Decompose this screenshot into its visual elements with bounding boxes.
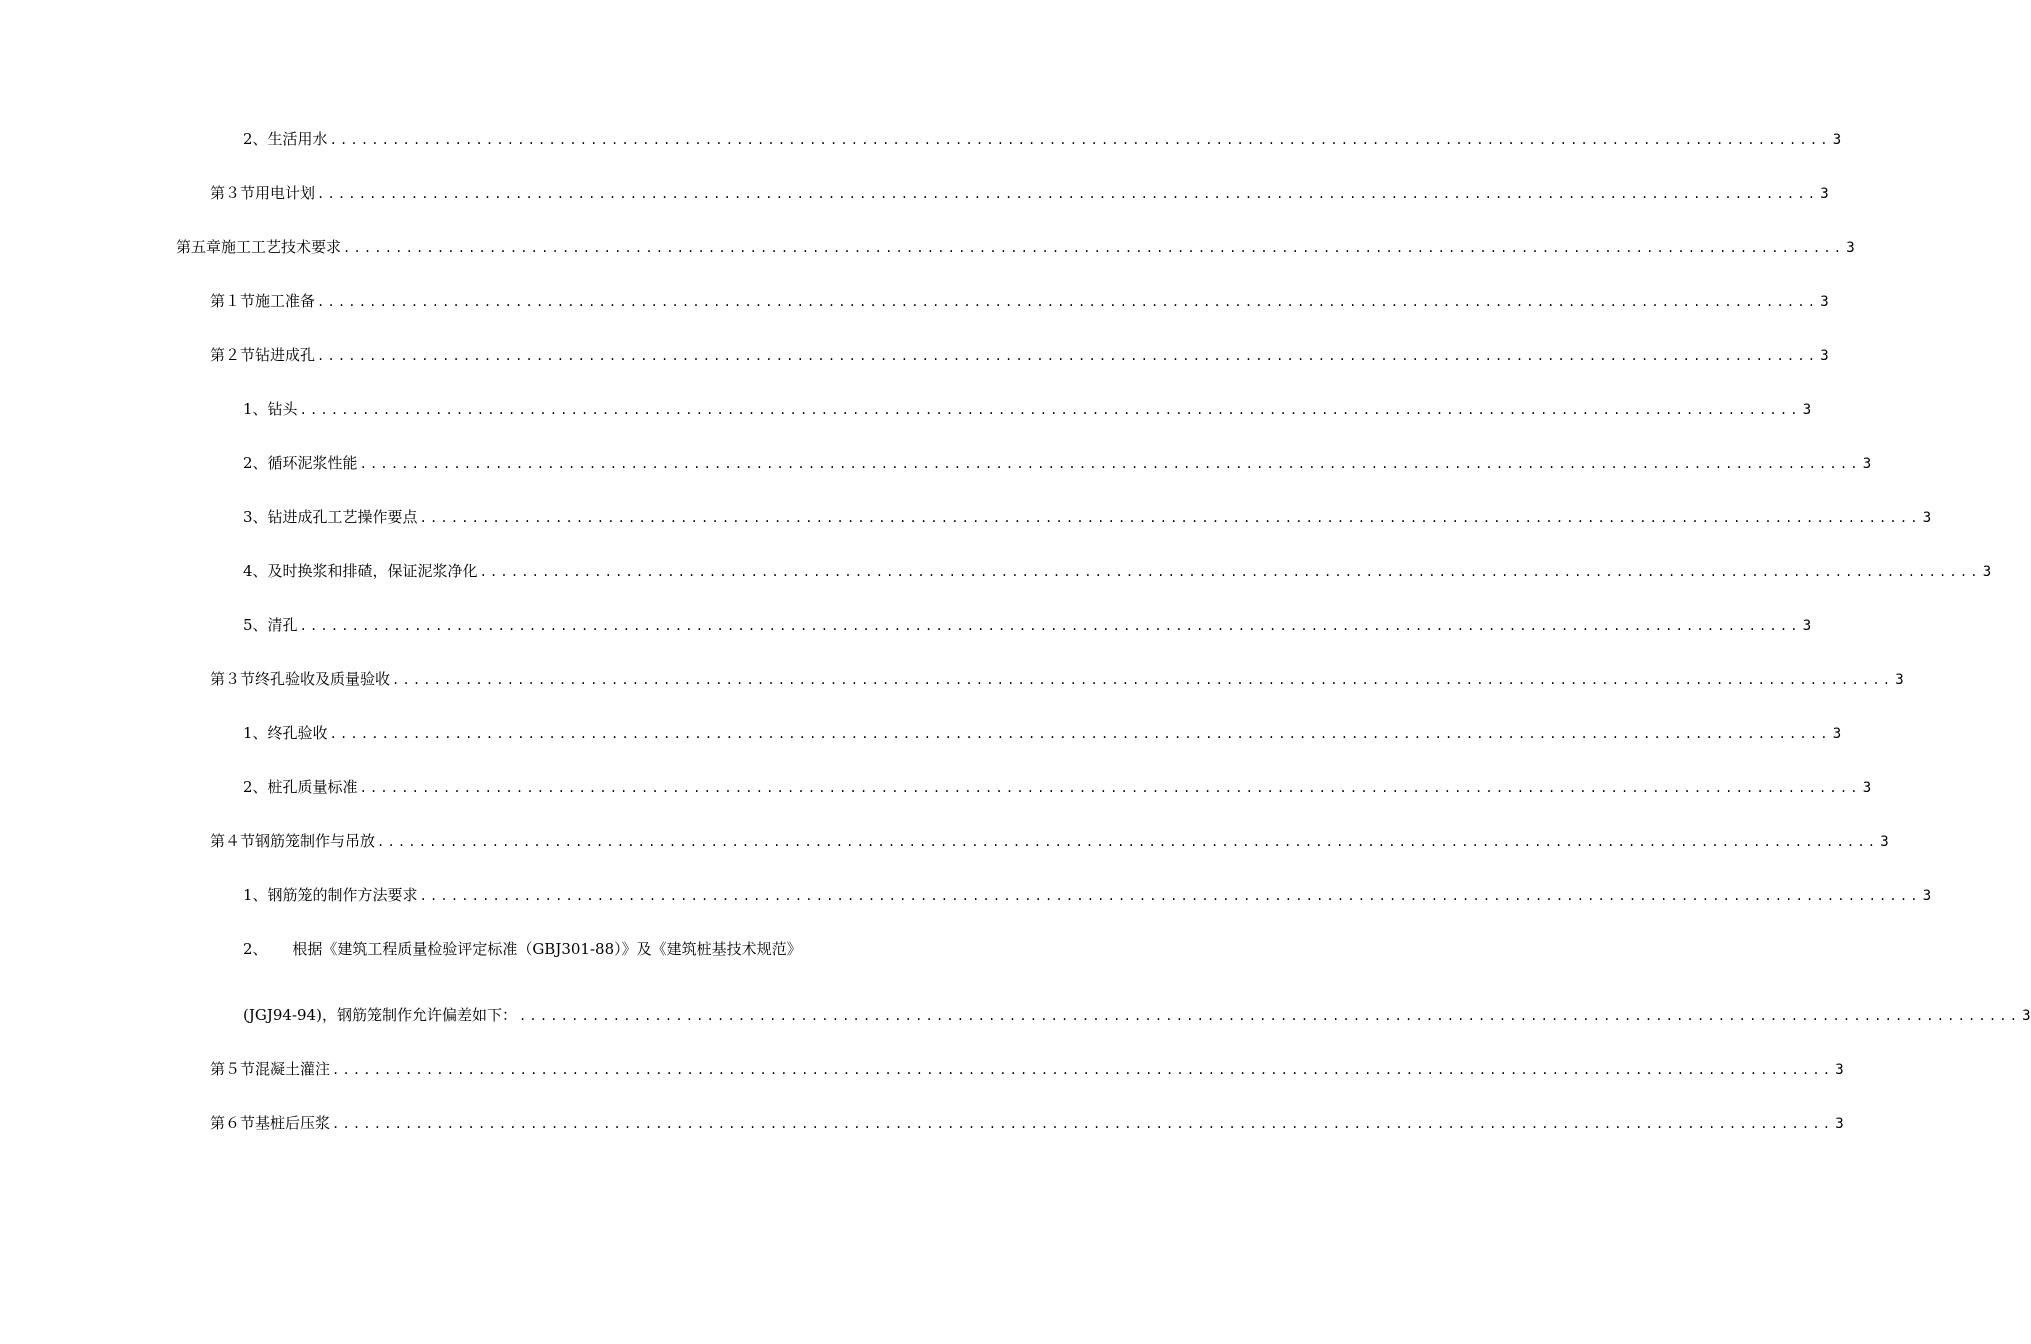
toc-page-number: 3 — [1835, 1062, 1844, 1078]
toc-page-number: 3 — [1982, 564, 1992, 580]
toc-entry[interactable] — [210, 343, 1829, 367]
toc-page-number: 3 — [1846, 240, 1855, 256]
toc-entry[interactable] — [243, 721, 1842, 745]
toc-entry-title: 混凝土灌注 — [255, 1060, 331, 1078]
toc-entry-number: 第３节 — [210, 184, 256, 202]
toc-page-number: 3 — [1832, 132, 1842, 148]
toc-page-number: 3 — [1880, 834, 1889, 850]
toc-entry-number: 5、 — [243, 616, 268, 634]
toc-entry-number: 第５节 — [210, 1060, 256, 1078]
toc-entry-title-line1: 根据《建筑工程质量检验评定标准（GBJ301-88）》及《建筑桩基技术规范》 — [292, 940, 802, 958]
toc-entry[interactable] — [243, 397, 1812, 421]
toc-page-number: 3 — [1862, 780, 1872, 796]
toc-entry-chapter[interactable] — [176, 235, 1855, 259]
toc-page-number: 3 — [1922, 888, 1932, 904]
toc-entry-number: 2、 — [243, 454, 268, 472]
toc-page-number: 3 — [1922, 510, 1932, 526]
toc-entry[interactable] — [243, 559, 1992, 583]
toc-entry[interactable] — [243, 505, 1932, 529]
toc-entry-title: 及时换浆和排碴，保证泥浆净化 — [267, 562, 478, 580]
toc-leader-dots: ................................................................................................................................................ — [299, 403, 1801, 417]
toc-entry-title-line2: (JGJ94-94)，钢筋笼制作允许偏差如下： — [243, 1006, 517, 1024]
toc-entry-title: 施工准备 — [255, 292, 316, 310]
toc-leader-dots: ................................................................................................................................................ — [343, 241, 1845, 255]
toc-leader-dots: ................................................................................................................................................ — [317, 349, 1819, 363]
toc-entry-title: 终孔验收及质量验收 — [255, 670, 391, 688]
toc-entry-continuation[interactable] — [243, 1003, 2031, 1027]
toc-entry-number: 第３节 — [210, 670, 256, 688]
toc-entry-number: 1、 — [243, 724, 268, 742]
toc-entry-title: 钢筋笼制作与吊放 — [255, 832, 376, 850]
toc-leader-dots: ................................................................................................................................................ — [359, 457, 1861, 471]
toc-leader-dots: ................................................................................................................................................ — [359, 781, 1861, 795]
toc-entry-number: 4、 — [243, 562, 268, 580]
toc-entry-number: 第４节 — [210, 832, 256, 850]
toc-page-number: 3 — [1820, 294, 1829, 310]
toc-entry[interactable] — [243, 127, 1842, 151]
toc-leader-dots: ................................................................................................................................................ — [332, 1063, 1834, 1077]
toc-entry-title: 施工工艺技术要求 — [221, 238, 342, 256]
toc-leader-dots: ................................................................................................................................................ — [377, 835, 1879, 849]
toc-page-number: 3 — [1862, 456, 1872, 472]
toc-entry-title: 钻进成孔工艺操作要点 — [267, 508, 418, 526]
toc-entry-title: 基桩后压浆 — [255, 1114, 331, 1132]
toc-leader-dots: ................................................................................................................................................ — [518, 1009, 2021, 1023]
toc-entry[interactable] — [243, 775, 1872, 799]
toc-entry-title: 清孔 — [267, 616, 298, 634]
toc-page-number: 3 — [1895, 672, 1904, 688]
toc-entry-title: 钢筋笼的制作方法要求 — [267, 886, 418, 904]
toc-entry-number: 1、 — [243, 400, 268, 418]
toc-entry-title: 桩孔质量标准 — [267, 778, 358, 796]
toc-leader-dots: ................................................................................................................................................ — [419, 511, 1921, 525]
toc-leader-dots: ................................................................................................................................................ — [299, 619, 1801, 633]
toc-entry[interactable] — [243, 613, 1812, 637]
toc-entry-number: 第１节 — [210, 292, 256, 310]
toc-entry[interactable] — [210, 829, 1889, 853]
toc-page-number: 3 — [1835, 1116, 1844, 1132]
toc-entry-title: 生活用水 — [267, 130, 328, 148]
toc-entry-wrapped[interactable] — [243, 937, 854, 961]
toc-entry-title: 循环泥浆性能 — [267, 454, 358, 472]
toc-page-number: 3 — [1832, 726, 1842, 742]
toc-leader-dots: ................................................................................................................................................ — [329, 727, 1831, 741]
toc-entry-number: 3、 — [243, 508, 268, 526]
toc-leader-dots: ................................................................................................................................................ — [317, 187, 1819, 201]
toc-entry[interactable] — [243, 883, 1932, 907]
toc-entry[interactable] — [210, 1111, 1844, 1135]
toc-entry-number: 第五章 — [176, 238, 222, 256]
toc-entry-number: 第６节 — [210, 1114, 256, 1132]
toc-entry-number: 第２节 — [210, 346, 256, 364]
toc-leader-dots: ................................................................................................................................................ — [329, 133, 1831, 147]
toc-entry-title: 终孔验收 — [267, 724, 328, 742]
toc-entry[interactable] — [243, 451, 1872, 475]
toc-entry-title: 钻头 — [267, 400, 298, 418]
toc-page-number: 3 — [1802, 402, 1812, 418]
toc-leader-dots: ................................................................................................................................................ — [332, 1117, 1834, 1131]
toc-page-number: 3 — [1802, 618, 1812, 634]
toc-entry-number: 2、 — [243, 940, 268, 958]
toc-leader-dots: ................................................................................................................................................ — [392, 673, 1894, 687]
toc-entry-title: 用电计划 — [255, 184, 316, 202]
toc-page-number: 3 — [1820, 186, 1829, 202]
toc-entry-number: 2、 — [243, 130, 268, 148]
toc-entry[interactable] — [210, 1057, 1844, 1081]
toc-entry[interactable] — [210, 667, 1904, 691]
toc-page-number: 3 — [1820, 348, 1829, 364]
toc-entry-number: 2、 — [243, 778, 268, 796]
toc-leader-dots: ................................................................................................................................................ — [317, 295, 1819, 309]
toc-page-number: 3 — [2022, 1008, 2031, 1024]
toc-entry[interactable] — [210, 289, 1829, 313]
toc-entry-number: 1、 — [243, 886, 268, 904]
toc-leader-dots: ................................................................................................................................................ — [479, 565, 1981, 579]
toc-leader-dots: ................................................................................................................................................ — [419, 889, 1921, 903]
toc-entry[interactable] — [210, 181, 1829, 205]
toc-entry-title: 钻进成孔 — [255, 346, 316, 364]
